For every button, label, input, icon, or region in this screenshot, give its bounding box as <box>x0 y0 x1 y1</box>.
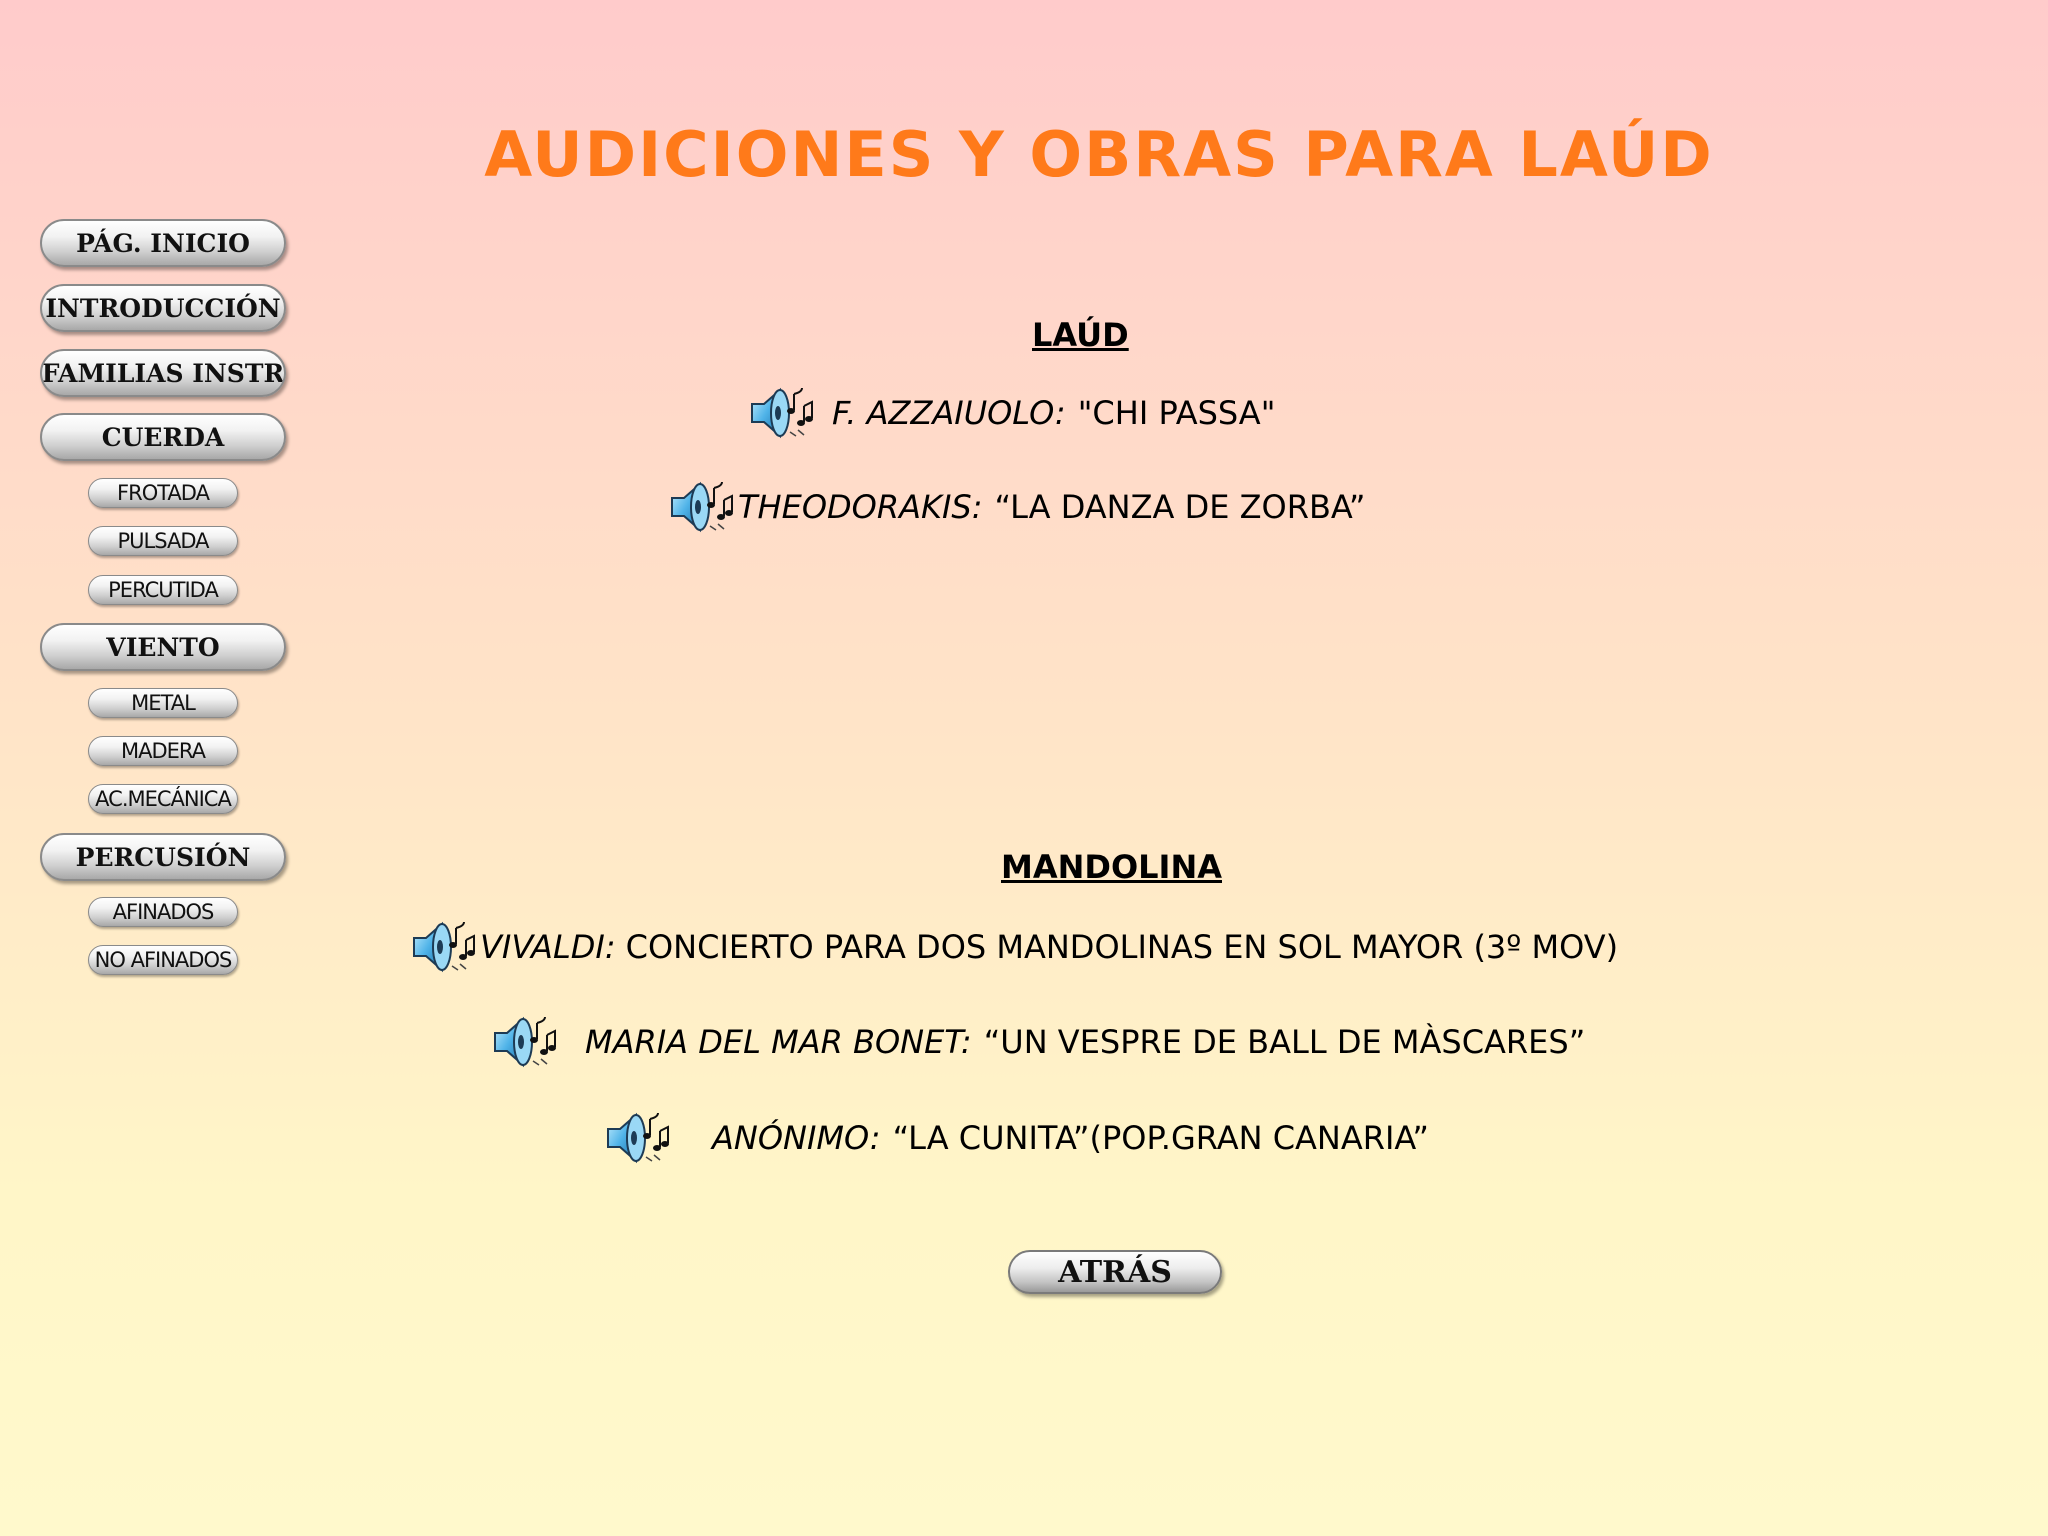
audio-track-azzaiuolo[interactable] <box>746 380 1275 446</box>
nav-button-cuerda[interactable]: CUERDA <box>40 413 286 461</box>
audio-track-vivaldi[interactable] <box>408 914 1618 980</box>
section-heading-laud: LAÚD <box>1032 316 1129 354</box>
track-composer: THEODORAKIS: <box>738 488 983 526</box>
speaker-audio-icon[interactable] <box>746 380 818 446</box>
nav-button-percusion[interactable]: PERCUSIÓN <box>40 833 286 881</box>
track-composer: ANÓNIMO: <box>712 1119 881 1157</box>
audio-track-anonimo[interactable] <box>602 1105 1429 1171</box>
nav-button-pag-inicio[interactable]: PÁG. INICIO <box>40 219 286 267</box>
nav-button-ac-mecanica[interactable]: AC.MECÁNICA <box>88 784 238 814</box>
speaker-audio-icon[interactable] <box>666 474 738 540</box>
speaker-audio-icon[interactable] <box>489 1009 561 1075</box>
nav-button-percutida[interactable]: PERCUTIDA <box>88 575 238 605</box>
track-composer: F. AZZAIUOLO: <box>832 394 1066 432</box>
track-composer: MARIA DEL MAR BONET: <box>585 1023 972 1061</box>
track-work-title: “LA CUNITA”(POP.GRAN CANARIA” <box>892 1119 1429 1157</box>
nav-button-introduccion[interactable]: INTRODUCCIÓN <box>40 284 286 332</box>
nav-button-afinados[interactable]: AFINADOS <box>88 897 238 927</box>
section-heading-mandolina: MANDOLINA <box>1001 848 1222 886</box>
speaker-audio-icon[interactable] <box>602 1105 674 1171</box>
speaker-audio-icon[interactable] <box>408 914 480 980</box>
nav-button-familias-instr[interactable]: FAMILIAS INSTR <box>40 349 286 397</box>
track-work-title: “UN VESPRE DE BALL DE MÀSCARES” <box>983 1023 1586 1061</box>
track-work-title: CONCIERTO PARA DOS MANDOLINAS EN SOL MAYOR (3º MOV) <box>625 928 1619 966</box>
page-title: AUDICIONES Y OBRAS PARA LAÚD <box>484 118 1714 191</box>
nav-button-viento[interactable]: VIENTO <box>40 623 286 671</box>
nav-button-madera[interactable]: MADERA <box>88 736 238 766</box>
audio-track-theodorakis[interactable] <box>666 474 1365 540</box>
track-composer: VIVALDI: <box>480 928 616 966</box>
audio-track-maria-del-mar-bonet[interactable] <box>489 1009 1585 1075</box>
nav-button-metal[interactable]: METAL <box>88 688 238 718</box>
nav-button-pulsada[interactable]: PULSADA <box>88 526 238 556</box>
track-work-title: "CHI PASSA" <box>1077 394 1276 432</box>
back-button[interactable]: ATRÁS <box>1008 1250 1222 1294</box>
nav-button-frotada[interactable]: FROTADA <box>88 478 238 508</box>
track-work-title: “LA DANZA DE ZORBA” <box>994 488 1366 526</box>
nav-button-no-afinados[interactable]: NO AFINADOS <box>88 945 238 975</box>
